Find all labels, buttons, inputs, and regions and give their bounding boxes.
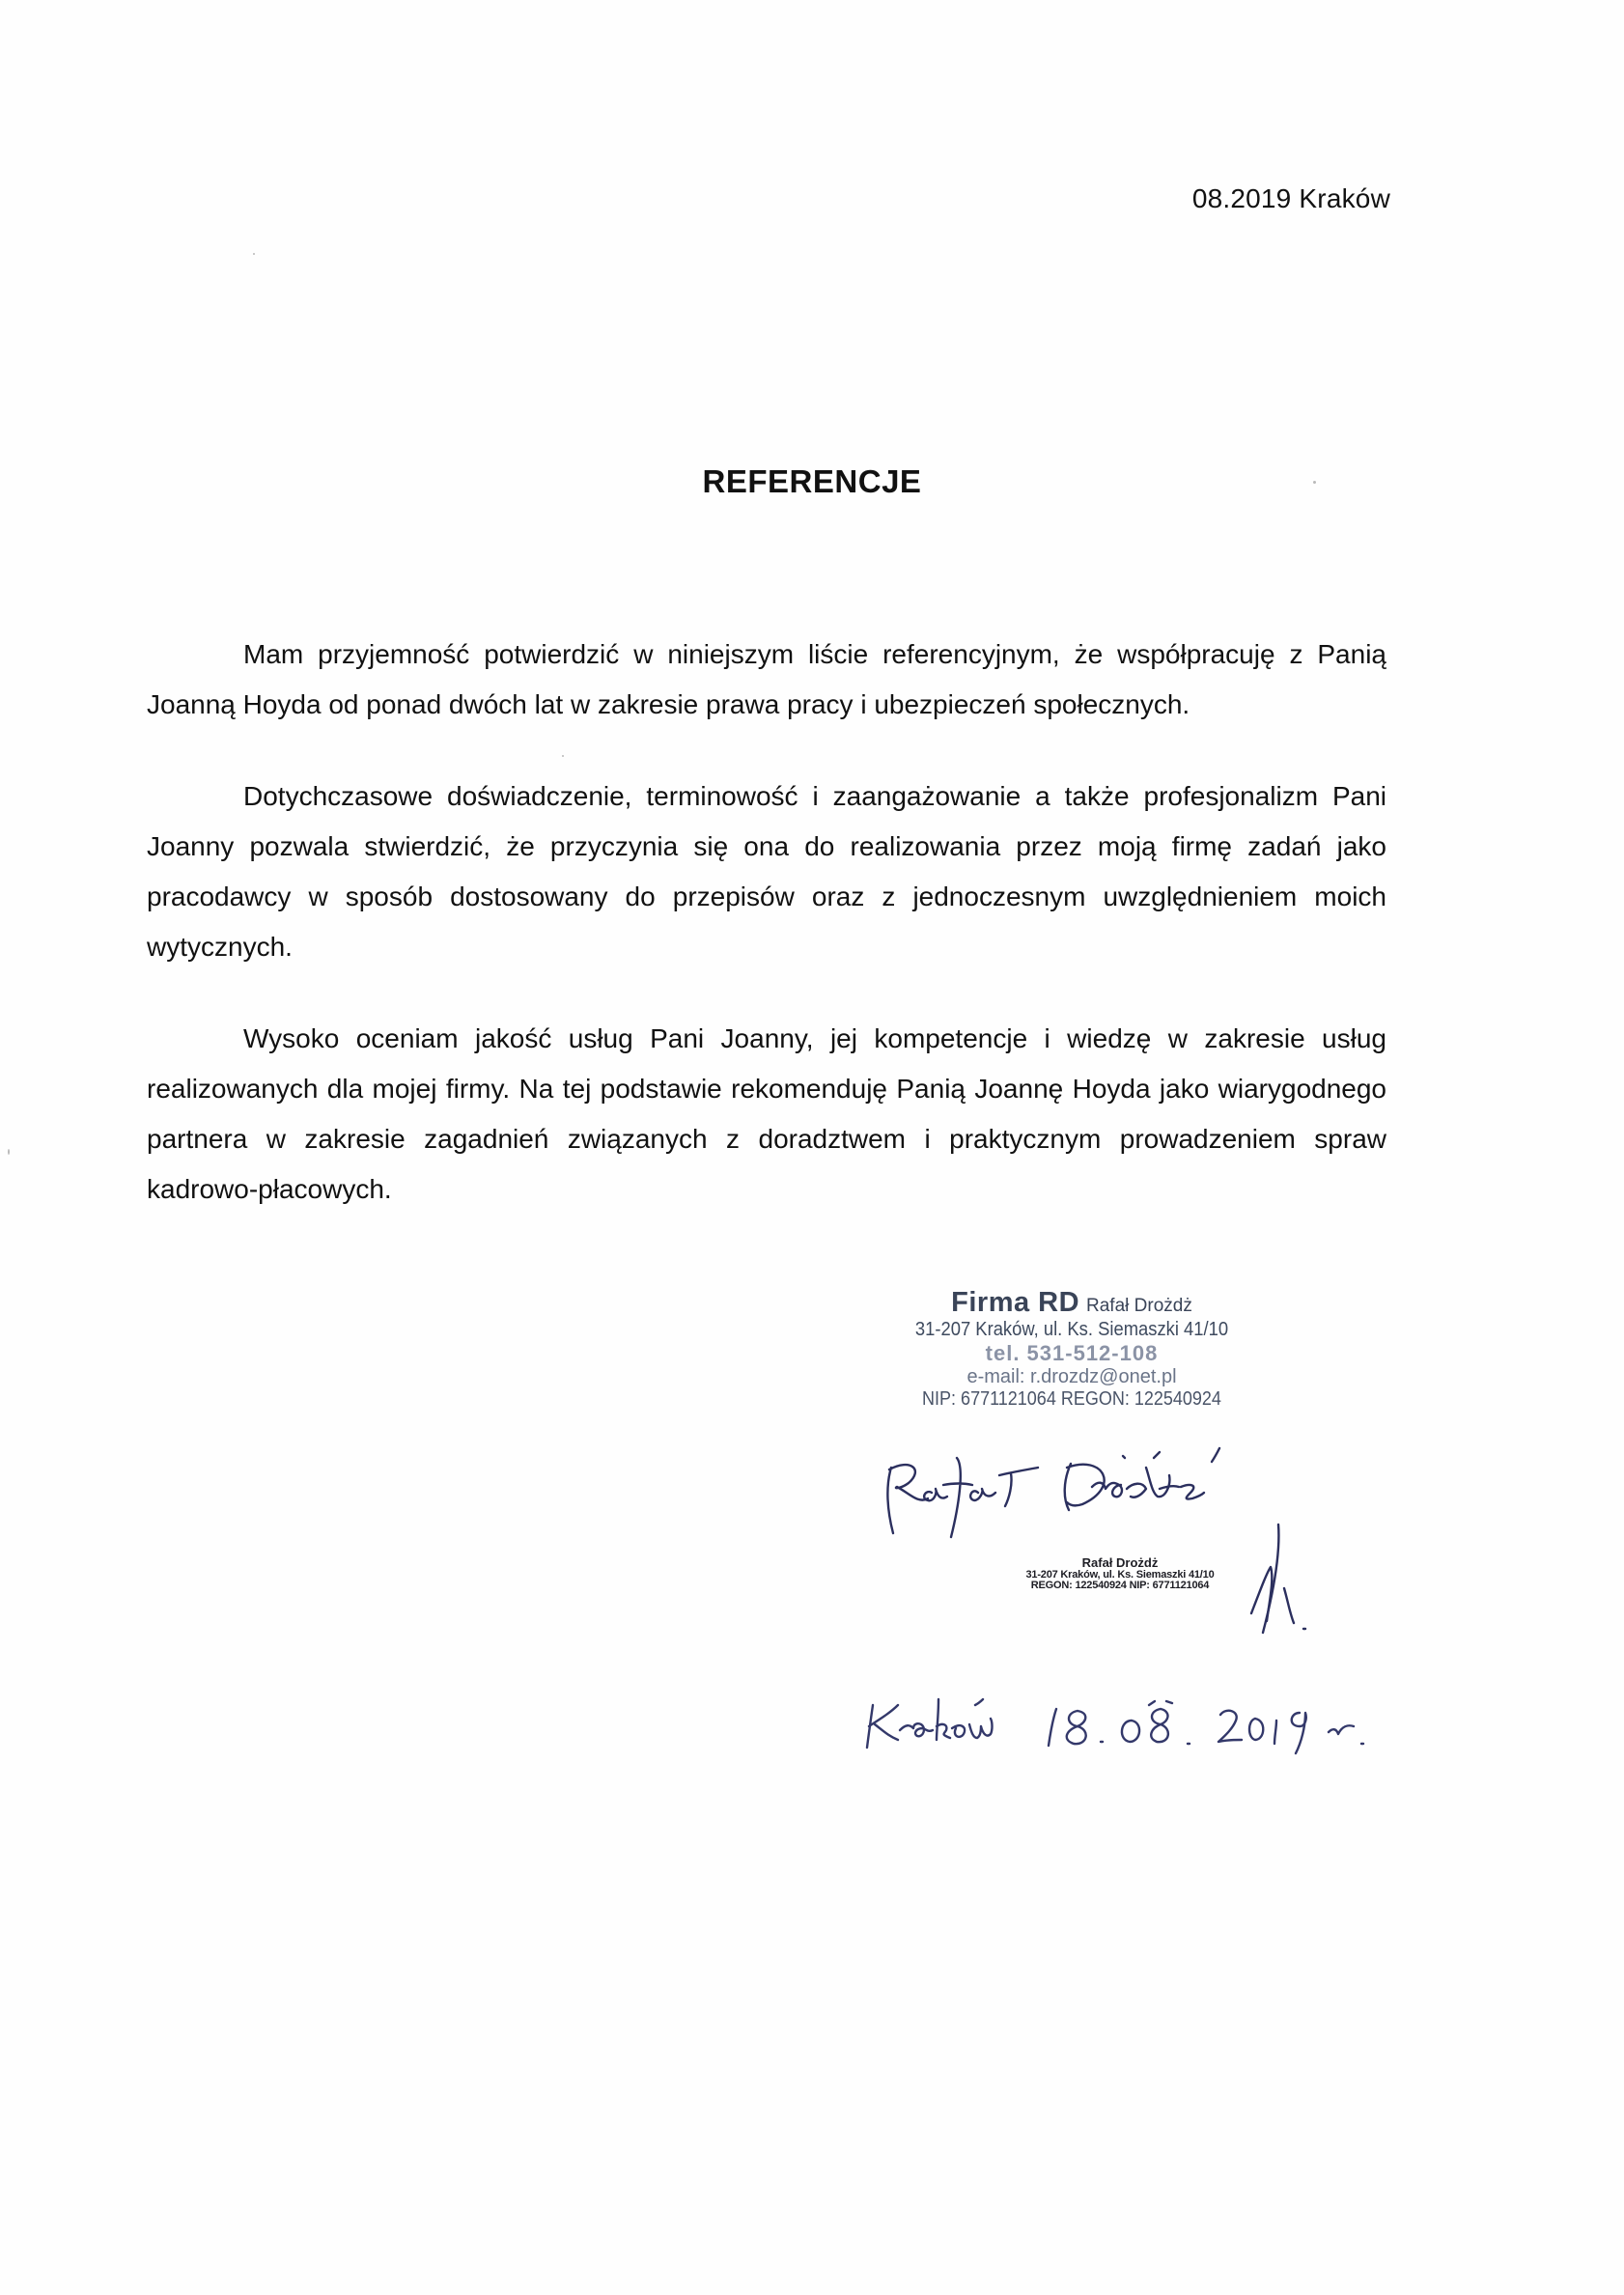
initial-signature [1246,1521,1332,1637]
small-stamp-ids: REGON: 122540924 NIP: 6771121064 [1030,1580,1210,1592]
handwritten-signature [864,1429,1289,1545]
small-stamp-name: Rafał Drożdż [1081,1555,1159,1570]
company-email: e-mail: r.drozdz@onet.pl [966,1365,1177,1387]
paragraph-3: Wysoko oceniam jakość usług Pani Joanny, jej kompetencje i wiedzę w zakresie usług realizowanych dla mojej firmy. Na tej podstawie rekomenduję Panią Joannę Hoyda jako wiarygodnego partnera w zakresie zagadnień związanych z doradztwem i praktycznym prowadzeniem spraw kadrowo-płacowych. [147,1023,1386,1204]
scan-speck [1313,481,1316,484]
letter-body [147,630,1386,1256]
paragraph-2: Dotychczasowe doświadczenie, terminowość i zaangażowanie a także profesjonalizm Pani Joanny pozwala stwierdzić, że przyczynia się ona do realizowania przez moją firmę zadań jako pracodawcy w sposób dostosowany do przepisów oraz z jednoczesnym uwzględnieniem moich wytycznych. [147,781,1386,962]
company-name: Firma RD [951,1287,1080,1318]
company-owner: Rafał Drożdż [1086,1296,1192,1316]
company-ids: NIP: 6771121064 REGON: 122540924 [922,1387,1221,1410]
handwritten-date [859,1670,1419,1757]
scan-speck [253,253,255,255]
small-stamp-address: 31-207 Kraków, ul. Ks. Siemaszki 41/10 [1025,1568,1215,1581]
company-stamp-name-line [869,1287,1274,1319]
company-address: 31-207 Kraków, ul. Ks. Siemaszki 41/10 [914,1319,1229,1341]
letter-title: REFERENCJE [702,463,922,499]
small-company-stamp [985,1556,1255,1592]
scan-speck [8,1149,10,1155]
scan-speck [562,755,564,757]
letter-date-line: 08.2019 Kraków [1191,183,1390,213]
paragraph-1: Mam przyjemność potwierdzić w niniejszym liście referencyjnym, że współpracuję z Panią Joanną Hoyda od ponad dwóch lat w zakresie prawa pracy i ubezpieczeń społecznych. [147,639,1386,719]
company-phone: tel. 531-512-108 [985,1341,1159,1366]
company-stamp [869,1287,1274,1411]
